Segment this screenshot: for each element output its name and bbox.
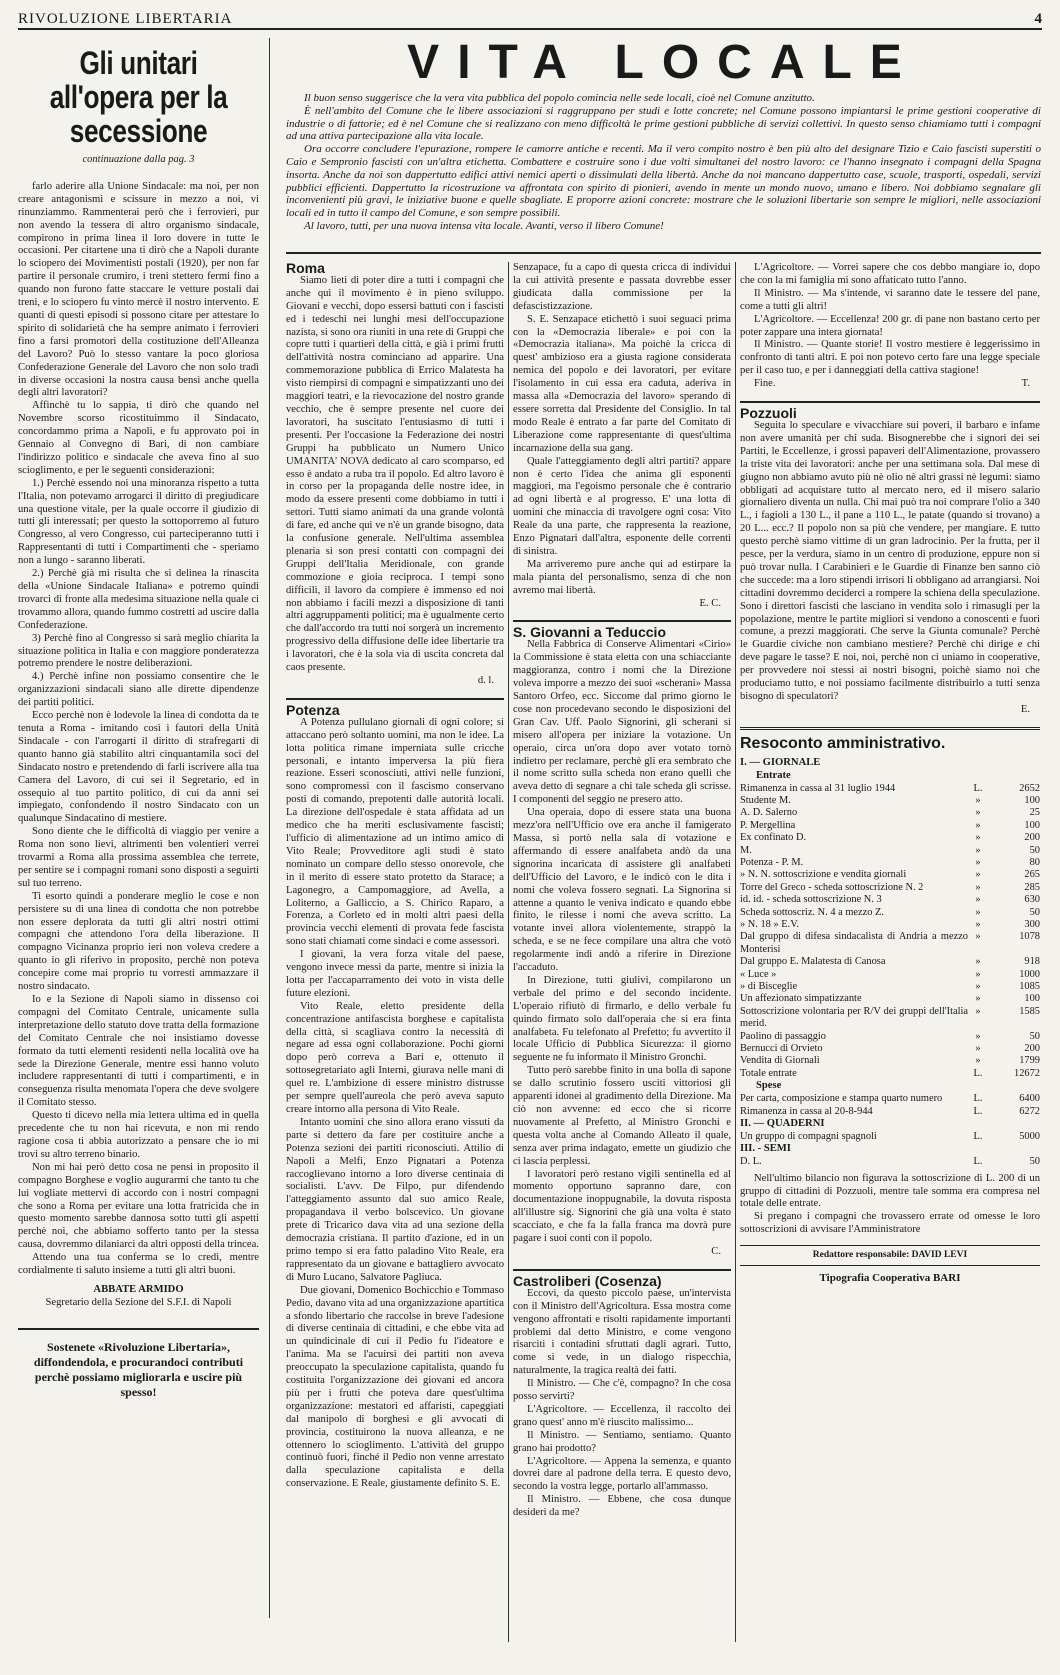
teduccio-heading: S. Giovanni a Teduccio — [513, 624, 666, 641]
account-row — [740, 882, 1040, 894]
potenza-continued: Senzapace, fu a capo di questa cricca di individui la cui attività presente e passata dovrebbe esser giudicata dalla commissione per la defascistizzazione. — [513, 262, 731, 312]
account-desc: Dal gruppo E. Malatesta di Canosa — [740, 956, 886, 968]
account-row — [740, 783, 1040, 795]
left-paragraph: 3) Perchè fino al Congresso si sarà meglio chiarita la situazione politica in Italia e con maggiore ponderatezza potremo prendere le nostre deliberazioni. — [18, 632, 259, 670]
quaderni-table — [740, 1131, 1040, 1143]
potenza-paragraph: Ma arriveremo pure anche qui ad estirpare la mala pianta del personalismo, senza di che non avremo mai libertà. — [513, 558, 731, 596]
account-value: 200 — [1024, 1043, 1040, 1055]
continuation-note: continuazione dalla pag. 3 — [82, 154, 195, 165]
account-desc: D. L. — [740, 1156, 762, 1168]
account-unit: L. — [973, 1105, 983, 1117]
left-paragraph: Questo ti dicevo nella mia lettera ultima ed in quella precedente che tu non hai ricevuta, e non mi rendo ragione cosa ti abbia autorizzato a pensare che io mi trovi su altro terreno binario. — [18, 1110, 259, 1160]
account-value: 630 — [1024, 894, 1040, 906]
fine-line — [740, 378, 1040, 391]
left-paragraph: 2.) Perchè già mi risulta che si delinea la rinascita della «Unione Sindacale Italiana» e potremo quindi trovarci di fronte alla medesima situazione nella quale ci trovammo allora, quando fummo costretti ad uscire dalla Confederazione. — [18, 568, 259, 631]
intro-paragraph: Il buon senso suggerisce che la vera vita pubblica del popolo comincia nelle sede locali, cioè nel Comune anzitutto. — [304, 92, 815, 104]
castroliberi-paragraph: L'Agricoltore. — Eccellenza, il raccolto dei grano quest' anno m'è riuscito malissimo... — [513, 1403, 731, 1428]
castroliberi-paragraph: Il Ministro. — Ebbene, che cosa dunque desideri da me? — [513, 1494, 731, 1519]
page-header — [18, 6, 1042, 30]
left-paragraph: 4.) Perchè infine non possiamo consentire che le organizzazioni sindacali siano alle dirette dipendenze dei partiti politici. — [18, 671, 259, 709]
account-row — [740, 1031, 1040, 1043]
editor-credit: Redattore responsabile: DAVID LEVI — [740, 1245, 1040, 1266]
account-unit: » — [975, 1005, 981, 1017]
potenza-heading: Potenza — [286, 701, 340, 718]
vita-locale-title: VITA LOCALE — [407, 36, 920, 89]
left-article-title: Gli unitari all'opera per la secessione — [49, 45, 228, 149]
semi-table — [740, 1156, 1040, 1168]
giornale-heading: I. — GIORNALE — [740, 756, 821, 768]
account-desc: Dal gruppo di difesa sindacalista di Andria a mezzo Monterisi — [740, 931, 968, 955]
teduccio-paragraph: Tutto però sarebbe finito in una bolla di sapone se dallo scrutinio fossero usciti vittoriosi gli apparenti idonei al gradimento della Direzione. Ma ciò non avvenne: ed ecco che si ricorre nuovamente al Prefetto, al Ministro Gronchi e questa volta anche al Comando Alleato il quale, senza aver prima indagato, emette un giudizio che ci lascia perplessi. — [513, 1065, 731, 1167]
masthead: RIVOLUZIONE LIBERTARIA — [18, 11, 233, 27]
potenza-paragraph: Due giovani, Domenico Bochicchio e Tommaso Pedio, davano vita ad una organizzazione apartitica a sfondo libertario che raccolse in breve l'adesione di diverse centinaia di cittadini, e che ebbe vita ad un quindicinale di cui il Pedio fu l'ideatore e l'anima. Ma se l'acuirsi dei partiti non aveva preoccupato la speculazione capitalista, quando fu costituita l'organizzazione dei giovani ed ancora più per i frutti che poteva dare quest'ultima organizzazione: mestatori ed affaristi, capeggiati dal manipolo di borghesi e gli avvocati di provincia, costituirono la nuova alleanza, e ne ottennero lo scioglimento. L'attività del gruppo continuò fuori, finché il Pedio non venne arrestato dalla speculazione capitalista e della conservazione. E Reale, giustamente definito S. E. — [286, 1284, 504, 1490]
castroliberi-paragraph: Il Ministro. — Sentiamo, sentiamo. Quanto grano hai prodotto? — [513, 1429, 731, 1454]
spese-heading: Spese — [756, 1080, 782, 1092]
account-unit: » — [975, 832, 981, 844]
account-row — [740, 1043, 1040, 1055]
account-unit: » — [975, 844, 981, 856]
section-divider — [286, 252, 1041, 254]
account-desc: Sottoscrizione volontaria per R/V dei gruppi dell'Italia merid. — [740, 1005, 968, 1030]
account-desc: P. Mergellina — [740, 819, 796, 831]
fine-text: Fine. — [754, 378, 776, 390]
intro-paragraph: Ora occorre concludere l'epurazione, rompere le camorre antiche e recenti. Ma il vero compito nostro è ben più alto del designare Tizio e Caio fascisti superstiti o Caio e Sempronio fascisti con un'altra etichetta. Combattere e costruire sono i due volti simultanei del nostro lavoro: ce l'hanno insegnato i compagni della Spagna insorta. Anche da noi son dappertutto edifici attivi nemici aperti o dissimulati della libertà. Anche da noi mancano dappertutto case, scuole, trasporti, ospedali, servizi pubblici efficienti. Dappertutto la ricostruzione va affrontata con spirito di pionieri, avendo in mente un mondo nuovo, umano e libero. Noi dobbiamo segnalare gli inconvenienti più gravi, le iniziative buone e quelle sbagliate. E proporre azioni concrete: mostrare che le soluzioni libertarie son sempre le migliori, nelle associazioni locali ed in tutto il campo del Comune, e son sempre possibili. — [286, 143, 1041, 220]
page-number: 4 — [1034, 11, 1042, 27]
signature-name: ABBATE ARMIDO — [93, 1283, 184, 1295]
pozzuoli-signature: E. — [1020, 703, 1030, 715]
column-pozzuoli-resoconto — [740, 262, 1040, 1642]
account-unit: » — [975, 956, 981, 968]
potenza-paragraph: I giovani, la vera forza vitale del paese, vengono invece messi da parte, mentre si inizia la lotta per l'accaparramento dei voto in vista delle future elezioni. — [286, 949, 504, 999]
account-row — [740, 993, 1040, 1005]
teduccio-paragraph: In Direzione, tutti giulivi, compilarono un verbale del primo e del secondo incidente. L'operaio rifiutò di firmarlo, e dello verbale fu quindo firmato solo dall'operaia che si era finta analfabeta. Fu telefonato al Prefetto; fu avvertito il locale Ufficio di Pubblica Sicurezza: il giorno seguente ne fu informato il Ministro Gronchi. — [513, 974, 731, 1064]
account-row — [740, 845, 1040, 857]
account-row — [740, 832, 1040, 844]
roma-text: Siamo lieti di poter dire a tutti i compagni che anche qui il movimento è in pieno sviluppo. Giovani e vecchi, dopo essersi battuti con i fascisti ed i tedeschi nei lunghi mesi dell'occupazione nazista, si sono ora riuniti in una rete di Gruppi che copre tutti i quartieri della città, e già i primi frutti dell'attività nostra cominciano ad apparire. Una commemorazione pubblica di Errico Malatesta ha visto riempirsi di compagni e simpatizzanti uno dei maggiori teatri, e la rievocazione del nostro grande vecchio, che è sempre presente nel cuore dei lavoratori, ha suscitato l'entusiasmo di tutti i presenti. Per l'occasione la Federazione dei nostri Gruppi ha pubblicato un Numero Unico UMANITA' NOVA dedicato al caro scomparso, ed esso è andato a ruba tra il popolo. Ed altro lavoro è in corso per la propaganda delle nostre idee, in modo da essere presenti come dobbiamo in tutti i settori. Tutti siamo animati da una grande volontà di fare, ed anche qui ve n'è un grande bisogno, data la confusione generale. Nell'ultima assemblea plenaria si son presi contatti con compagni dei Gruppi dell'Italia Meridionale, con grande commozione e gioia reciproca. I tempi sono difficili, il lavoro da compiere è immenso ed noi non abbiamo i facili mezzi a disposizione di tanti altri aggruppamenti politici; ma è ugualmente certo che dall'accordo tra tutti noi sorgerà un incremento progressivo della diffusione delle idee libertarie tra i lavoratori, che è la sola via di uscita concreta dal caos presente. — [286, 274, 504, 674]
column-roma-potenza — [286, 262, 504, 1642]
account-desc: Totale entrate — [740, 1067, 797, 1079]
account-desc: Un gruppo di compagni spagnoli — [740, 1130, 877, 1142]
account-unit: » — [975, 807, 981, 819]
account-value: 5000 — [1019, 1130, 1040, 1142]
left-paragraph: Sono diente che le difficoltà di viaggio per venire a Roma non sono lievi, altrimenti ben volentieri verrei trovarmi a Roma alla prossima assemblea che terrete, per sentire se i compagni romani sono disposti a seguirti sul tuo terreno. — [18, 826, 259, 889]
account-row — [740, 956, 1040, 968]
left-paragraph: Io e la Sezione di Napoli siamo in dissenso coi compagni del Comitato Centrale, unicamente sulla interpretazione dello statuto dove tratta della formazione del Comitato Centrale che noi insistiamo dovesse formato da tutti elementi residenti nella località ove ha sede la Direzione Generale, mentre essi hanno voluto includere rappresentanti di tutti i compartimenti, e in conseguenza risulta menomata l'opera che deve svolgere il Comitato stesso. — [18, 994, 259, 1109]
account-row — [740, 969, 1040, 981]
column-teduccio-castroliberi — [513, 262, 731, 1642]
left-paragraph: Ti esorto quindi a ponderare meglio le cose e non persistere su di una linea di condotta che non potrebbe non essere deplorata da tutti gli altri nostri ottimi compagni che attendono l'ora della liberazione. Il compagno Vicinanza proprio ieri non voleva credere a quanto io gli riferivo in proposito, perchè non poteva concepire come mai proprio tu vorresti ammazzare il nostro sindacato. — [18, 890, 259, 993]
account-row — [740, 1055, 1040, 1067]
potenza-paragraph: S. E. Senzapace etichettò i suoi seguaci prima con la «Democrazia liberale» e poi con la «Democrazia italiana». Ma poichè la cricca di quest' ambizioso era a giusta ragione considerata nemica del popolo e dei lavoratori, per evitare l'isolamento in cui essa era caduta, aderiva in massa alla «Democrazia del lavoro» sperando di essere sorretta dal Presidente del Consiglio. In tal modo Reale è entrato a far parte del Comitato di Liberazione come rappresentante di quest'ultima incarnazione della sua gang. — [513, 313, 731, 454]
account-unit: » — [975, 1030, 981, 1042]
dialogue-line: L'Agricoltore. — Eccellenza! 200 gr. di pane non bastano certo per poter zappare una intera giornata! — [740, 313, 1040, 338]
account-value: 1085 — [1019, 981, 1040, 993]
left-paragraph: Ecco perchè non è lodevole la linea di condotta da te tenuta a Roma - imitando così i fautori della Unità Sindacale - con l'arrogarti il diritto di strafregarti di quanto hanno già stabilito altri cinquantamila soci del Sindacato nostro e pretendendo di farli iscrivere alla tua Camera del Lavoro, di cui sei il Segretario, ed in ossequio al tuo partito politico, di cui da anni sei impiegato, confondendo il nostro Sindacato con un qualunque Sindacatino di mestiere. — [18, 710, 259, 825]
account-desc: Bernucci di Orvieto — [740, 1043, 823, 1055]
account-value: 1000 — [1019, 968, 1040, 980]
account-value: 100 — [1024, 794, 1040, 806]
account-row — [740, 919, 1040, 931]
account-value: 50 — [1029, 906, 1040, 918]
account-desc: Rimanenza in cassa al 20-8-944 — [740, 1105, 873, 1117]
teduccio-paragraph: Una operaia, dopo di essere stata una buona mezz'ora nell'Ufficio ove era anche il famigerato Massa, si portò nella sala di votazione e affermando di essere analfabeta andò da una signorina incaricata di assistere gli analfabeti dell'Ufficio del Lavoro, e le indicò con le dita i nomi che voleva fossero segnati. La Signorina si attenne a quanto le veniva indicato e quando ebbe finito, le rilesse i nomi che aveva scritto. La votante invei allora violentemente, strappò la scheda, e se ne fece compilare una altra che votò regolarmente indi andò a riferire in Direzione l'accaduto. — [513, 807, 731, 974]
left-article — [18, 38, 270, 1618]
account-value: 918 — [1024, 956, 1040, 968]
account-unit: » — [975, 1055, 981, 1067]
account-value: 285 — [1024, 881, 1040, 893]
castroliberi-paragraph: L'Agricoltore. — Appena la semenza, e quanto dovrei dare al padrone della terra. E questo devo, secondo la vostra legge, portarlo all'ammasso. — [513, 1455, 731, 1493]
account-value: 25 — [1029, 807, 1040, 819]
account-unit: » — [975, 794, 981, 806]
dialogue-line: L'Agricoltore. — Vorrei sapere che cos debbo mangiare io, dopo che con la mi famiglia mi sono affaticato tutto l'anno. — [740, 262, 1040, 286]
quaderni-heading: II. — QUADERNI — [740, 1118, 825, 1129]
account-row — [740, 857, 1040, 869]
account-value: 50 — [1029, 844, 1040, 856]
account-desc: Ex confinato D. — [740, 832, 807, 844]
account-value: 100 — [1024, 993, 1040, 1005]
account-unit: » — [975, 856, 981, 868]
entrate-heading: Entrate — [756, 769, 791, 781]
potenza-signature: E. C. — [699, 597, 721, 609]
account-value: 6272 — [1019, 1105, 1040, 1117]
left-paragraph: Non mi hai però detto cosa ne pensi in proposito il compagno Borghese e voglio augurarmi che tanto tu che lui vogliate mettervi di accordo con i nostri compagni che sono a Roma per evitare una lotta fratricida che in questo momento sarebbe dannosa sotto tutti gli aspetti perchè noi, che abbiamo sofferto tanto per la stessa causa, dovremmo dilaniarci da altri opposti della trincea. — [18, 1161, 259, 1251]
account-row — [740, 1106, 1040, 1118]
account-desc: id. id. - scheda sottoscrizione N. 3 — [740, 894, 882, 906]
account-value: 265 — [1024, 869, 1040, 881]
account-desc: Torre del Greco - scheda sottoscrizione N. 2 — [740, 881, 924, 893]
account-desc: Un affezionato simpatizzante — [740, 993, 862, 1005]
account-value: 1799 — [1019, 1055, 1040, 1067]
castroliberi-heading: Castroliberi (Cosenza) — [513, 1272, 662, 1289]
teduccio-signature: C. — [711, 1245, 721, 1257]
account-row — [740, 807, 1040, 819]
account-desc: A. D. Salerno — [740, 807, 798, 819]
account-unit: » — [975, 894, 981, 906]
account-desc: « Luce » — [740, 968, 777, 980]
account-unit: » — [975, 919, 981, 930]
account-row — [740, 1156, 1040, 1168]
account-unit: » — [975, 881, 981, 893]
left-paragraph: 1.) Perchè essendo noi una minoranza rispetto a tutta l'Italia, non potevamo arrogarci il diritto di pregiudicare una questione vitale, per la quale occorre il giudizio di tutti gli interessati; per questo la sottoporremo al futuro Congresso, al vero Congresso, cui parteciperanno tutti i Rappresentanti di tutti i Compartimenti che - speriamo non a lungo - saranno liberati. — [18, 477, 259, 567]
dialogue-line: Il Ministro. — Ma s'intende, vi saranno date le tessere del pane, come a tutti gli altri! — [740, 287, 1040, 312]
pozzuoli-heading: Pozzuoli — [740, 405, 797, 422]
left-paragraph: farlo aderire alla Unione Sindacale: ma noi, per non creare antagonismi e scissure in mezzo a noi, vi rinunziammo. Rammenterai però che i ferrovieri, pur non avendo la tessera di altro organismo sindacale, compirono in prima linea il loro dovere in tutte le occasioni. Per citartene una ti dirò che a Napoli durante lo sciopero dei Movimentisti postali (1920), per non far partire il personale crumiro, i treni stettero fermi fino a quando non furono fatte staccare le vetture postali dai treni, e lo sciopero fu vinto mercè il nostro intervento. E quanti di questi episodi si possono citare per attestare lo spirito di solidarietà che ha sempre animato i ferrovieri fino a farsi promotori della costituzione dell'Alleanza del Lavoro? Può lo stesso vantare la poco gloriosa Confederazione Generale del Lavoro che non solo tradì in diverse occasioni la nostra causa bensì anche quella degli altri lavoratori? — [18, 180, 259, 399]
account-value: 200 — [1024, 832, 1040, 844]
support-appeal: Sostenete «Rivoluzione Libertaria», diffondendola, e procurandoci contributi perchè possiamo migliorarla e uscire più spesso! — [18, 1328, 259, 1400]
account-unit: » — [975, 906, 981, 918]
account-desc: Scheda sottoscriz. N. 4 a mezzo Z. — [740, 906, 884, 918]
accounts-note: Si pregano i compagni che trovassero errate od omesse le loro sottoscrizioni di avvisare l'Amministratore — [740, 1211, 1040, 1236]
account-row — [740, 795, 1040, 807]
account-value: 12672 — [1014, 1067, 1040, 1079]
account-unit: L. — [973, 1156, 983, 1168]
account-value: 1078 — [1019, 931, 1040, 943]
account-row — [740, 1006, 1040, 1031]
intro-paragraph: Al lavoro, tutti, per una nuova intensa vita locale. Avanti, verso il libero Comune! — [304, 219, 664, 232]
account-row — [740, 894, 1040, 906]
potenza-paragraph: A Potenza pullulano giornali di ogni colore; si attaccano però soltanto uomini, ma non le idee. La lotta politica rimane imperniata sulle cricche personali, e intanto imperversa la più fiera reazione. Esseri sconosciuti, attivi nelle funzioni, sono compromessi con il fascismo conservano posti di comando, prepotenti dalle autorità locali. La direzione dell'ospedale è stata affidata ad un medico che ha meriti esclusivamente fascisti; l'ufficio di alimentazione ad un intimo amico di Vito Reale; Provveditore agli studi è stato nominato un compare dello stesso onorevole, che in il merito di essere stato protetto da Starace; a Lagonegro, a Campomaggiore, ad Avella, a Loliterno, a Galliccio, a S. Chirico Raparo, a Forenza, a Corleto ed in molti altri paesi della provincia vecchi elementi di provata fede fascista sono stati chiamati come sindaci e come assessori. — [286, 716, 504, 948]
account-value: 50 — [1029, 1030, 1040, 1042]
fine-signature: T. — [1021, 378, 1030, 390]
intro-paragraph: È nell'ambito del Comune che le libere associazioni si raggruppano per studi e lotte concrete; nel Comune possono impiantarsi le prime gestioni cooperative di industrie o di fattorie; ed è nel Comune che si realizzano con meno difficoltà le prime gestioni pubbliche di servizi collettivi. In questo senso chiamiamo tutti i compagni ad una attiva partecipazione alla vita locale. — [286, 104, 1041, 143]
account-unit: L. — [973, 782, 983, 794]
account-row — [740, 1093, 1040, 1105]
account-desc: Per carta, composizione e stampa quarto numero — [740, 1093, 943, 1105]
semi-heading: III. - SEMI — [740, 1143, 791, 1155]
account-unit: » — [975, 931, 981, 943]
left-paragraph: Affinchè tu lo sappia, ti dirò che quando nel Novembre scorso ricostituimmo il Sindacato, concordammo prima a Napoli, e fu approvato poi in Gennaio al Convegno di Bari, di non cambiare l'indirizzo politico e sindacale che aveva fino al suo scioglimento, e per le seguenti considerazioni: — [18, 400, 259, 476]
castroliberi-paragraph: Il Ministro. — Che c'è, compagno? In che cosa posso servirti? — [513, 1378, 731, 1403]
account-value: 100 — [1024, 819, 1040, 831]
account-row — [740, 981, 1040, 993]
account-row — [740, 820, 1040, 832]
account-desc: » N. N. sottoscrizione e vendita giornali — [740, 869, 907, 881]
account-desc: M. — [740, 844, 752, 856]
account-desc: » N. 18 » E.V. — [740, 919, 799, 930]
teduccio-paragraph: I lavoratori però restano vigili sentinella ed al momento opportuno sapranno dare, con documentazione inoppugnabile, la dovuta risposta all'illustre sig. Signorini che già una volta è stato scacciato, e che fa la falla franca ma dovrà pure pagare i suoi conti con il popolo. — [513, 1168, 731, 1245]
accounts-note: Nell'ultimo bilancio non figurava la sottoscrizione di L. 200 di un gruppo di cittadini di Pozzuoli, mentre tale somma era compresa nel totale delle entrate. — [740, 1172, 1040, 1210]
account-value: 2652 — [1019, 782, 1040, 794]
account-unit: » — [975, 993, 981, 1005]
account-row — [740, 1131, 1040, 1143]
column-rule — [735, 262, 736, 1642]
account-unit: » — [975, 1043, 981, 1055]
account-unit: L. — [973, 1067, 983, 1079]
account-row — [740, 869, 1040, 881]
castroliberi-paragraph: Eccovi, da questo piccolo paese, un'intervista con il Ministro dell'Agricoltura. Essa mostra come vengono affrontati e risolti rapidamente importanti problemi dal detto Ministro, e come vengono risarciti i contadini sfruttati dagli agrari. Tutto, come si vede, in un dialogo rispecchia, naturalmente, la tragica realtà dei fatti. — [513, 1287, 731, 1377]
account-unit: L. — [973, 1130, 983, 1142]
resoconto-heading: Resoconto amministrativo. — [740, 727, 1040, 751]
account-row — [740, 1068, 1040, 1080]
potenza-paragraph: Intanto uomini che sino allora erano vissuti da parte si dettero da fare per costituire anche a Potenza sezioni dei partiti riconosciuti. Attilio di Napoli a Melfi, Enzo Pignatari a Potenza raccoglievano intorno a loro diverse centinaia di socialisti. L'avv. De Filpo, pur difendendo l'atteggiamento assunto dal suo amico Reale, propagandava il verbo bolscevico. Un giovane prete di Tricarico dava vita ad una sezione della democrazia cristiana. Il partito d'azione, ed in un primo tempo si era fatto paladino Vito Reale, era rappresentato da un giovane e battagliero avvocato di Muro Lucano, Salvatore Pagliuca. — [286, 1116, 504, 1283]
account-desc: Vendita di Giornali — [740, 1055, 820, 1067]
signature-role: Segretario della Sezione del S.F.I. di Napoli — [45, 1296, 232, 1308]
teduccio-paragraph: Nella Fabbrica di Conserve Alimentari «Cirio» la Commissione è stata eletta con una schiacciante maggioranza, contro i nomi che la Direzione voleva imporre a mezzo dei suoi «scherani» Massa Santoro Orfeo, ecc. Siccome dal primo giorno le cose non procedevano secondo le disposizioni del Gran Cav. Uff. Paolo Signorini, gli scherani si misero all'opera per iniziare la votazione. Un operaio, circa un'ora dopo aver votato tornò indietro per reclamare, perchè gli era sembrato che il nome scritto sulla scheda non erano quelli che aveva detto di segnare a chi tale scheda gli scrisse. I componenti del seggio ne presero atto. — [513, 639, 731, 806]
account-value: 80 — [1029, 856, 1040, 868]
printer-credit: Tipografia Cooperativa BARI — [819, 1272, 961, 1285]
account-unit: L. — [973, 1093, 983, 1105]
account-row — [740, 907, 1040, 919]
account-desc: » di Bisceglie — [740, 981, 798, 993]
account-value: 300 — [1024, 919, 1040, 930]
account-desc: Potenza - P. M. — [740, 856, 804, 868]
account-unit: » — [975, 869, 981, 881]
account-unit: » — [975, 981, 981, 993]
entrate-table — [740, 783, 1040, 1081]
account-value: 50 — [1029, 1156, 1040, 1168]
account-desc: Studente M. — [740, 794, 791, 806]
account-unit: » — [975, 819, 981, 831]
dialogue-line: Il Ministro. — Quante storie! Il vostro mestiere è leggerissimo in confronto di tanti altri. E poi non potevo certo fare una legge speciale per il caso tuo, e per i danneggiati della cattiva stagione! — [740, 339, 1040, 377]
vita-locale-intro — [286, 92, 1041, 233]
account-desc: Rimanenza in cassa al 31 luglio 1944 — [740, 782, 896, 794]
account-unit: » — [975, 968, 981, 980]
column-rule — [508, 262, 509, 1642]
left-paragraph: Attendo una tua conferma se lo credi, mentre cordialmente ti saluto insieme a tutti gli altri buoni. — [18, 1252, 259, 1277]
spese-table — [740, 1093, 1040, 1118]
account-row — [740, 931, 1040, 956]
account-desc: Paolino di passaggio — [740, 1030, 827, 1042]
account-value: 1585 — [1019, 1005, 1040, 1017]
potenza-paragraph: Quale l'atteggiamento degli altri partiti? appare non è certo l'idea che anima gli esponenti maggiori, ma l'egoismo personale che è contrario ad ogni libertà e al progresso. E' una lotta di uomini che minaccia di travolgere ogni cosa: Vito Reale da una parte, che rappresenta la reazione, Enzo Pignatari dall'altra, esponente delle correnti di sinistra. — [513, 455, 731, 557]
roma-heading: Roma — [286, 262, 325, 276]
roma-signature: d. l. — [477, 675, 494, 686]
account-value: 6400 — [1019, 1093, 1040, 1105]
potenza-paragraph: Vito Reale, eletto presidente della concentrazione antifascista borghese e capitalista della città, si scagliava contro la necessità di negare ad essa ogni collaborazione. Pochi giorni dopo però correva a Bari e, ottenuto il sottosegretariato agli Interni, giurava nelle mani di quel re. L'ambizione di essere ministro distrusse per sempre quell'aureola che però aveva saputo creare intorno alla persona di Vito Reale. — [286, 1000, 504, 1115]
pozzuoli-paragraph: Seguita lo speculare e vivacchiare sui poveri, il barbaro e infame non avere umanità per chi suda. Bisognerebbe che i signori dei sei Partiti, le Eccellenze, i grossi papaveri dell'Alimentazione, provassero la triste vita dei lavoratori: anche per una settimana sola. Dal mese di giugno non abbiamo avuto più nè olio nè altri grassi nè legumi: siamo obbligati ad acquistare tutto al mercato nero, ed il misero salario giornaliero diventa un nulla. Chi mai può tra noi comprare l'olio a 340 L., i fagioli a 130 L., il pane a 110 L., le patate (quando si trovano) a 20 L... ecc.? Il popolo non sa più che vendere, per mangiare. E tutto questo perchè siamo vittime di un gran ladrocinio. Per la frutta, per il pesce, per la verdura, siamo in un centro di produzione, eppure non si può trovar nulla. I Carabinieri e le Guardie di Finanze ben sanno ciò che succede: ma a loro stipendi irrisori li obbligano ad arrangiarsi. Noi cittadini dovremmo deciderci a rompere la schiena della speculazione. Sono i direttori fascisti che lasciano in vendita solo i rimasugli per la popolazione, mentre le partite migliori si vendono a conoscenti e fuori comune, a prezzi maggiorati. Che serve la Giunta comunale? Perchè le Guardie civiche non cambiano mestiere? Perchè chi dirige e chi deve pagare le tasse? E noi, noi, perchè non ci uniamo in cooperative, per provvedere noi stessi ai nostri bisogni, poichè siamo noi che produciamo tutto, e noi possiamo facilmente distribuirlo a tutti senza bisogno di speculatori? — [740, 419, 1040, 702]
